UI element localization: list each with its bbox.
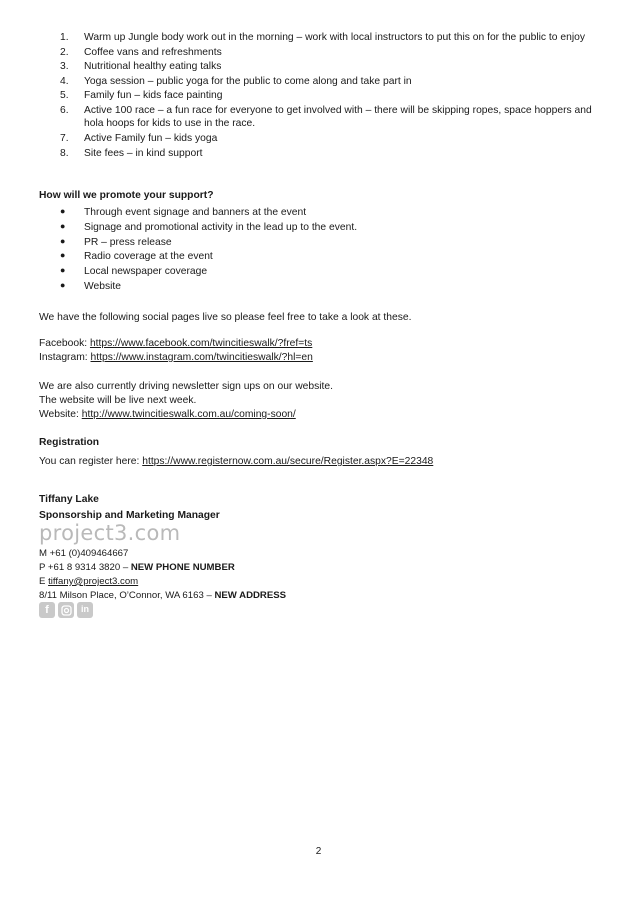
list-item-text: Active Family fun – kids yoga bbox=[84, 133, 218, 145]
newsletter-line-2: The website will be live next week. bbox=[39, 395, 197, 406]
list-item: ● PR – press release bbox=[60, 235, 172, 248]
bullet-icon: ● bbox=[60, 235, 66, 246]
newsletter-line-1: We are also currently driving newsletter sign ups on our website. bbox=[39, 381, 333, 392]
page-number: 2 bbox=[315, 846, 322, 857]
registration-link[interactable]: https://www.registernow.com.au/secure/Register.aspx?E=22348 bbox=[142, 456, 434, 467]
facebook-link[interactable]: https://www.facebook.com/twincitieswalk/?fref=ts bbox=[89, 338, 313, 349]
list-item-text: Coffee vans and refreshments bbox=[84, 46, 222, 58]
signature-title: Sponsorship and Marketing Manager bbox=[39, 510, 220, 521]
list-item: 3. Nutritional healthy eating talks bbox=[60, 61, 222, 73]
instagram-line: Instagram: https://www.instagram.com/twincitieswalk/?hl=en bbox=[39, 352, 313, 363]
bullet-icon: ● bbox=[60, 265, 66, 276]
registration-heading: Registration bbox=[39, 437, 100, 448]
activities-list bbox=[60, 31, 605, 161]
list-item: 5. Family fun – kids face painting bbox=[60, 90, 223, 102]
email-line: E tiffany@project3.com bbox=[39, 575, 139, 587]
promote-heading: How will we promote your support? bbox=[39, 190, 214, 201]
list-item-text: Site fees – in kind support bbox=[84, 147, 203, 159]
bullet-icon: ● bbox=[60, 206, 66, 216]
mobile-number: M +61 (0)409464667 bbox=[39, 548, 129, 559]
company-logo: project3.com bbox=[39, 521, 181, 545]
list-item: ● Website bbox=[60, 279, 122, 292]
facebook-icon[interactable]: f bbox=[39, 602, 55, 618]
list-item-text: Nutritional healthy eating talks bbox=[84, 61, 222, 73]
list-item-text: Active 100 race – a fun race for everyone to get involved with – there will be skipping ropes, space hoppers and hola hoops for kids to use in the race. bbox=[84, 104, 592, 130]
website-line: Website: http://www.twincitieswalk.com.au/coming-soon/ bbox=[39, 409, 296, 420]
signature-name: Tiffany Lake bbox=[39, 494, 99, 505]
website-link[interactable]: http://www.twincitieswalk.com.au/coming-soon/ bbox=[81, 409, 296, 420]
list-item: 7. Active Family fun – kids yoga bbox=[60, 133, 218, 145]
list-item: ● Signage and promotional activity in the lead up to the event. bbox=[60, 220, 358, 233]
list-item: 1. Warm up Jungle body work out in the morning – work with local instructors to put this on for the public to enjoy bbox=[60, 32, 585, 43]
phone-line: P +61 8 9314 3820 – NEW PHONE NUMBER bbox=[39, 561, 235, 573]
list-item: 4. Yoga session – public yoga for the public to come along and take part in bbox=[60, 75, 412, 87]
list-item: 2. Coffee vans and refreshments bbox=[60, 46, 222, 58]
phone-note: NEW PHONE NUMBER bbox=[130, 561, 235, 573]
instagram-link[interactable]: https://www.instagram.com/twincitieswalk/?hl=en bbox=[90, 352, 313, 363]
list-item: 6. Active 100 race – a fun race for everyone to get involved with – there will be skipping ropes, space hoppers and hola hoops for kids to use in the race. bbox=[60, 104, 592, 130]
linkedin-icon[interactable]: in bbox=[77, 602, 93, 618]
list-item: ● Through event signage and banners at the event bbox=[60, 206, 307, 218]
list-item-text: Family fun – kids face painting bbox=[84, 90, 223, 102]
instagram-icon[interactable] bbox=[58, 602, 74, 618]
list-item: ● Local newspaper coverage bbox=[60, 265, 208, 278]
list-item: ● Radio coverage at the event bbox=[60, 250, 213, 263]
list-item-text: Yoga session – public yoga for the public to come along and take part in bbox=[84, 75, 412, 87]
registration-line: You can register here: https://www.registernow.com.au/secure/Register.aspx?E=22348 bbox=[39, 456, 434, 467]
promote-list bbox=[60, 206, 357, 295]
bullet-icon: ● bbox=[60, 220, 66, 231]
list-item-text: Warm up Jungle body work out in the morning – work with local instructors to put this on for the public to enjoy bbox=[84, 32, 585, 43]
contact-details bbox=[39, 547, 286, 603]
bullet-icon: ● bbox=[60, 279, 66, 290]
social-intro: We have the following social pages live so please feel free to take a look at these. bbox=[39, 312, 412, 323]
bullet-icon: ● bbox=[60, 250, 66, 261]
address-note: NEW ADDRESS bbox=[214, 589, 287, 601]
email-link[interactable]: tiffany@project3.com bbox=[48, 575, 139, 587]
facebook-line: Facebook: https://www.facebook.com/twincitieswalk/?fref=ts bbox=[39, 338, 313, 349]
list-item: 8. Site fees – in kind support bbox=[60, 147, 203, 159]
address-line: 8/11 Milson Place, O’Connor, WA 6163 – NEW ADDRESS bbox=[39, 589, 287, 601]
social-icons bbox=[39, 602, 93, 618]
